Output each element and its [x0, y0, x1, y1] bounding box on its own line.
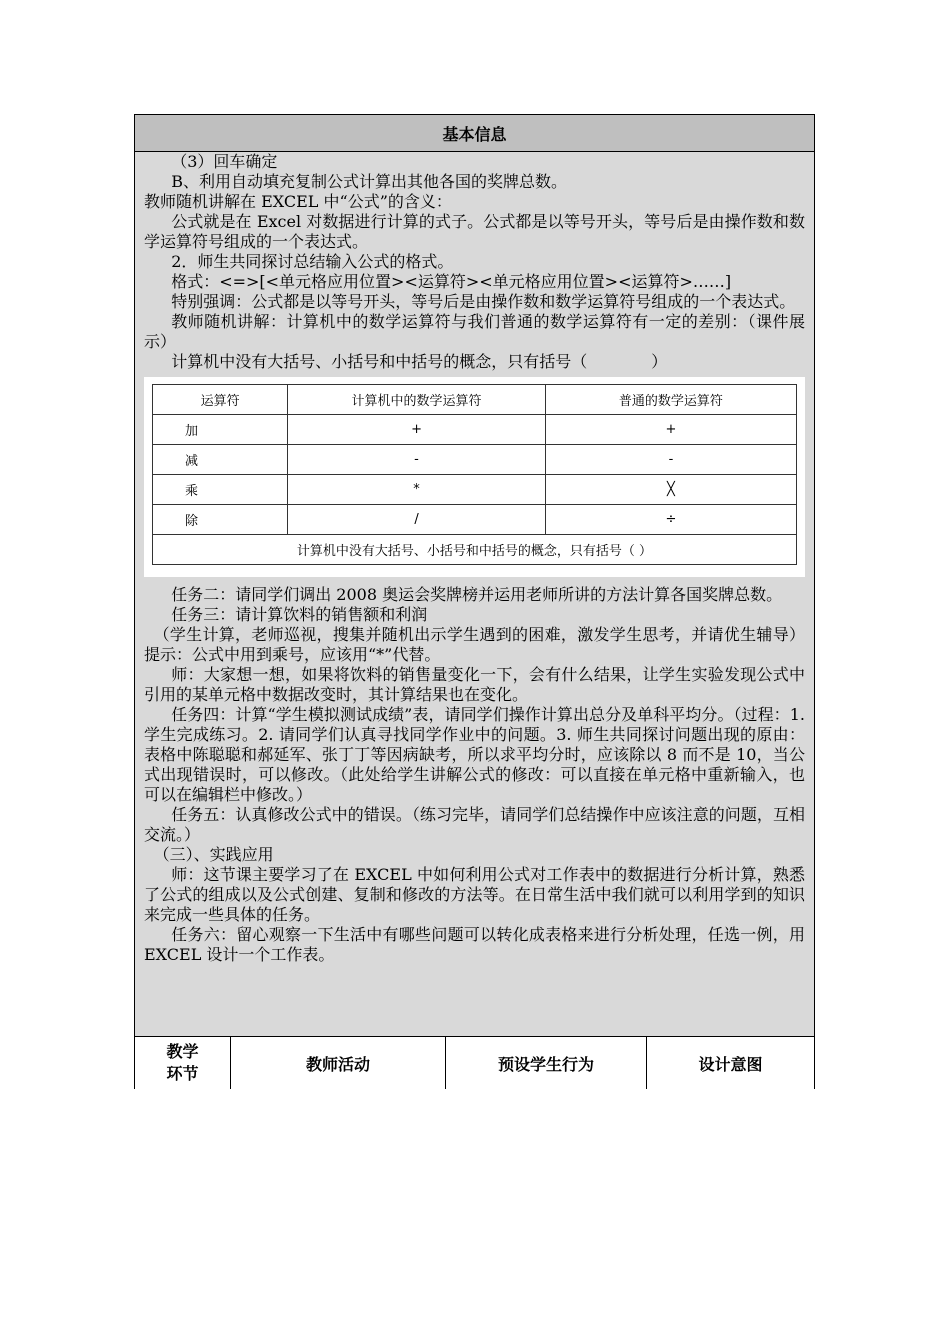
cell: -: [288, 445, 546, 475]
paragraph: 任务六：留心观察一下生活中有哪些问题可以转化成表格来进行分析处理，任选一例，用 EXCEL 设计一个工作表。: [144, 925, 805, 964]
paragraph: 师：这节课主要学习了在 EXCEL 中如何利用公式对工作表中的数据进行分析计算，熟悉了公式的组成以及公式创建、复制和修改的方法等。在日常生活中我们就可以利用学到的知识来完成一些具体的任务。: [144, 865, 805, 924]
cell: -: [545, 445, 796, 475]
table-header-row: [153, 385, 797, 415]
cell: +: [545, 415, 796, 445]
paragraph: （三）、实践应用: [153, 845, 274, 864]
cell: *: [288, 475, 546, 505]
paragraph: 任务五：认真修改公式中的错误。（练习完毕，请同学们总结操作中应该注意的问题，互相交流。）: [144, 805, 805, 844]
body-top: [135, 152, 814, 372]
table-row: [153, 445, 797, 475]
cell: 乘: [153, 475, 288, 505]
lesson-plan-table: [134, 114, 815, 1089]
section-header: 基本信息: [135, 115, 814, 152]
operator-table: [152, 384, 797, 565]
paragraph: 2．师生共同探讨总结输入公式的格式。: [171, 252, 454, 271]
cell: /: [288, 505, 546, 535]
paragraph: 格式：<=>[<单元格应用位置><运算符><单元格应用位置><运算符>……]: [171, 272, 732, 291]
table-row: [153, 415, 797, 445]
operator-table-image: [144, 377, 805, 577]
paragraph: 计算机中没有大括号、小括号和中括号的概念，只有括号（ ）: [171, 352, 668, 371]
body-bottom: [135, 585, 814, 965]
column-header-text: 环节: [166, 1064, 199, 1083]
content-cell: [135, 152, 814, 1037]
paragraph: B、利用自动填充复制公式计算出其他各国的奖牌总数。: [171, 172, 567, 191]
paragraph: 教师随机讲解在 EXCEL 中“公式”的含义：: [144, 192, 452, 211]
cell: ╳: [545, 475, 796, 505]
cell: 减: [153, 445, 288, 475]
column-header-text: 教学: [166, 1042, 199, 1061]
cell: 除: [153, 505, 288, 535]
paragraph: 教师随机讲解：计算机中的数学运算符与我们普通的数学运算符有一定的差别：（课件展示）: [144, 312, 805, 351]
header-cell: 运算符: [153, 385, 288, 415]
table-footer-row: [153, 535, 797, 565]
paragraph: 特别强调：公式都是以等号开头，等号后是由操作数和数学运算符号组成的一个表达式。: [171, 292, 796, 311]
column-header-intent: 设计意图: [698, 1054, 763, 1074]
cell: ÷: [545, 505, 796, 535]
paragraph: （3）回车确定: [171, 152, 278, 171]
table-row: [153, 505, 797, 535]
column-header-teacher: 教师活动: [231, 1037, 446, 1089]
paragraph: 任务三：请计算饮料的销售额和利润: [171, 605, 428, 624]
column-header-student: 预设学生行为: [446, 1037, 647, 1089]
table-row: [153, 475, 797, 505]
paragraph: 师：大家想一想，如果将饮料的销售量变化一下，会有什么结果，让学生实验发现公式中引用的某单元格中数据改变时，其计算结果也在变化。: [144, 665, 805, 704]
header-cell: 普通的数学运算符: [545, 385, 796, 415]
column-header-stage: [135, 1037, 231, 1089]
paragraph: 公式就是在 Excel 对数据进行计算的式子。公式都是以等号开头，等号后是由操作数和数学运算符号组成的一个表达式。: [144, 212, 805, 251]
footer-cell: 计算机中没有大括号、小括号和中括号的概念，只有括号（ ）: [153, 535, 797, 565]
paragraph: 任务二：请同学们调出 2008 奥运会奖牌榜并运用老师所讲的方法计算各国奖牌总数。: [171, 585, 783, 604]
header-cell: 计算机中的数学运算符: [288, 385, 546, 415]
paragraph: （学生计算，老师巡视，搜集并随机出示学生遇到的困难，激发学生思考，并请优生辅导）提示：公式中用到乘号，应该用“*”代替。: [144, 625, 805, 664]
cell: +: [288, 415, 546, 445]
footer-row: [135, 1037, 814, 1089]
cell: 加: [153, 415, 288, 445]
paragraph: 任务四：计算“学生模拟测试成绩”表，请同学们操作计算出总分及单科平均分。（过程：1. 学生完成练习。2. 请同学们认真寻找同学作业中的问题。3. 师生共同探讨问题出现的原由：表格中陈聪聪和郝延军、张丁丁等因病缺考，所以求平均分时，应该除以 8 而不是 10，当公式出现错误时，可以修改。（此处给学生讲解公式的修改：可以直接在单元格中重新输入，也可以在编辑栏中修改。）: [144, 705, 805, 804]
